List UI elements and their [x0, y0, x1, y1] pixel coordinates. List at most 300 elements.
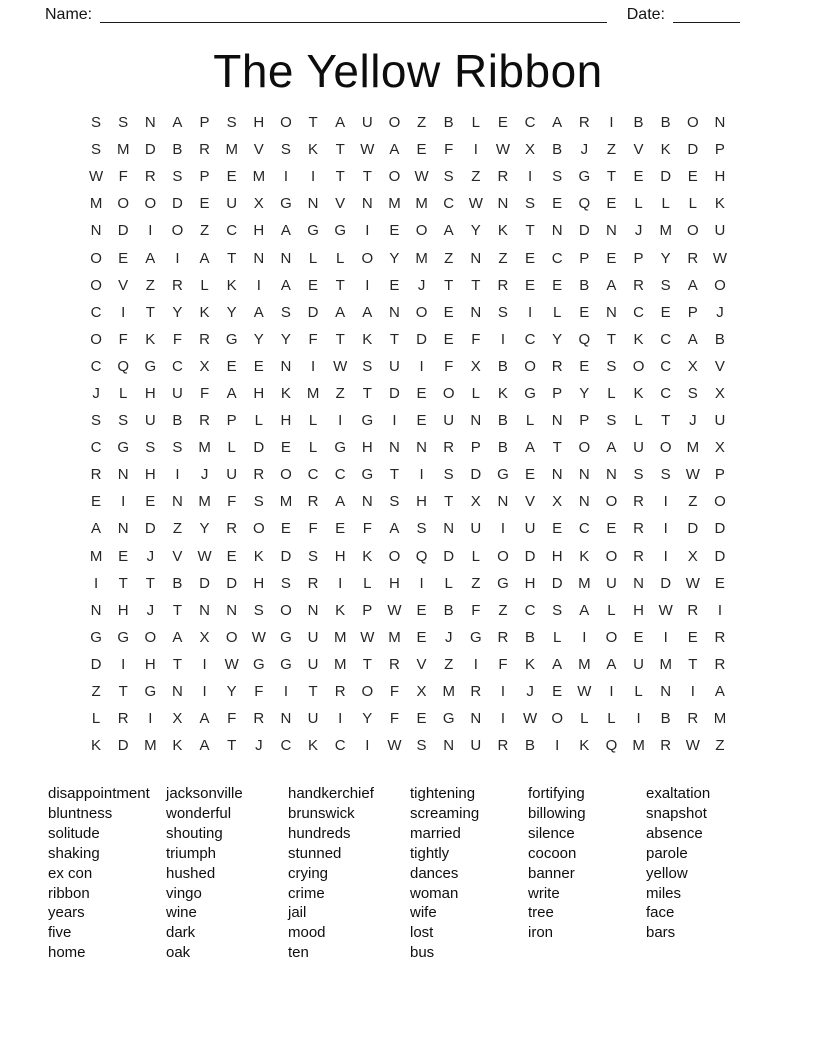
- grid-cell: J: [526, 683, 534, 701]
- grid-cell: C: [443, 195, 455, 213]
- grid-cell: E: [416, 601, 427, 619]
- grid-cell: T: [444, 276, 454, 294]
- grid-cell: L: [254, 412, 263, 430]
- grid-cell: S: [280, 303, 291, 321]
- grid-cell: E: [552, 195, 563, 213]
- grid-cell: I: [527, 168, 533, 186]
- word-item: vingo: [166, 884, 202, 902]
- grid-cell: V: [118, 276, 129, 294]
- word-item: lost: [410, 924, 434, 942]
- grid-cell: K: [497, 384, 508, 402]
- grid-cell: E: [389, 276, 400, 294]
- word-item: parole: [646, 844, 688, 862]
- grid-cell: N: [307, 195, 319, 213]
- grid-cell: M: [659, 222, 672, 240]
- grid-cell: Q: [578, 195, 591, 213]
- grid-cell: T: [227, 249, 237, 267]
- grid-cell: R: [687, 710, 699, 728]
- grid-cell: I: [419, 357, 424, 375]
- grid-cell: K: [525, 655, 536, 673]
- grid-cell: L: [227, 439, 236, 457]
- grid-cell: E: [416, 384, 427, 402]
- grid-cell: F: [199, 384, 210, 402]
- grid-cell: W: [495, 141, 511, 159]
- grid-cell: R: [687, 601, 699, 619]
- grid-cell: T: [308, 683, 318, 701]
- grid-cell: X: [199, 628, 210, 646]
- grid-cell: T: [308, 114, 318, 132]
- grid-cell: S: [660, 276, 671, 294]
- grid-cell: O: [90, 249, 102, 267]
- word-item: tightening: [410, 785, 476, 802]
- grid-cell: N: [280, 249, 292, 267]
- grid-cell: M: [198, 493, 211, 511]
- grid-cell: Z: [172, 520, 183, 538]
- grid-cell: F: [444, 357, 454, 375]
- grid-cell: G: [334, 222, 347, 240]
- grid-cell: N: [551, 466, 563, 484]
- word-list-column: [166, 784, 243, 963]
- grid-cell: U: [389, 357, 400, 375]
- grid-cell: A: [525, 439, 536, 457]
- grid-cell: C: [280, 737, 292, 755]
- grid-cell: O: [225, 628, 238, 646]
- grid-cell: N: [389, 303, 400, 321]
- grid-cell: R: [633, 520, 644, 538]
- word-search-grid: [83, 109, 734, 759]
- grid-cell: A: [606, 655, 617, 673]
- grid-cell: D: [660, 168, 672, 186]
- grid-cell: F: [471, 601, 481, 619]
- grid-cell: W: [387, 737, 402, 755]
- grid-cell: L: [471, 547, 480, 565]
- grid-cell: R: [253, 466, 265, 484]
- grid-cell: Z: [145, 276, 155, 294]
- grid-cell: L: [607, 384, 616, 402]
- grid-cell: N: [606, 222, 617, 240]
- grid-cell: C: [660, 330, 672, 348]
- grid-cell: U: [361, 114, 373, 132]
- grid-cell: M: [89, 195, 103, 213]
- grid-cell: O: [415, 303, 428, 321]
- grid-cell: B: [552, 141, 563, 159]
- grid-cell: O: [605, 628, 618, 646]
- grid-cell: Y: [172, 303, 183, 321]
- grid-cell: H: [144, 384, 156, 402]
- grid-cell: S: [172, 439, 183, 457]
- grid-cell: O: [171, 222, 184, 240]
- grid-cell: C: [551, 249, 563, 267]
- grid-cell: D: [714, 520, 726, 538]
- word-item: shouting: [166, 824, 223, 842]
- grid-cell: A: [687, 330, 698, 348]
- date-fill-line: [673, 7, 740, 23]
- grid-cell: I: [473, 655, 478, 673]
- grid-cell: S: [687, 384, 698, 402]
- word-item: miles: [646, 884, 682, 902]
- grid-cell: R: [307, 493, 319, 511]
- grid-cell: G: [280, 195, 292, 213]
- grid-cell: R: [497, 737, 509, 755]
- grid-cell: O: [524, 357, 536, 375]
- grid-cell: P: [714, 141, 725, 159]
- grid-cell: N: [117, 520, 129, 538]
- grid-cell: J: [634, 222, 643, 240]
- grid-cell: T: [227, 737, 237, 755]
- word-item: yellow: [646, 864, 688, 882]
- grid-cell: O: [605, 493, 618, 511]
- grid-cell: I: [310, 168, 316, 186]
- grid-cell: I: [392, 412, 397, 430]
- grid-cell: X: [199, 357, 210, 375]
- word-item: bus: [410, 944, 435, 962]
- grid-cell: N: [470, 249, 482, 267]
- grid-cell: S: [416, 737, 427, 755]
- grid-cell: I: [663, 520, 668, 538]
- grid-cell: W: [468, 195, 483, 213]
- grid-cell: I: [283, 683, 289, 701]
- grid-cell: F: [254, 683, 264, 701]
- grid-cell: A: [91, 520, 102, 538]
- grid-cell: O: [361, 683, 374, 701]
- grid-cell: G: [469, 628, 482, 646]
- grid-cell: T: [335, 141, 345, 159]
- grid-cell: E: [389, 222, 400, 240]
- grid-cell: P: [714, 466, 725, 484]
- grid-cell: X: [552, 493, 563, 511]
- grid-cell: N: [470, 303, 482, 321]
- word-item: snapshot: [646, 804, 707, 822]
- grid-cell: L: [553, 303, 562, 321]
- grid-cell: N: [714, 114, 726, 132]
- grid-cell: I: [717, 601, 723, 619]
- grid-cell: I: [663, 493, 668, 511]
- grid-cell: L: [634, 412, 643, 430]
- grid-cell: H: [551, 547, 563, 565]
- grid-cell: M: [578, 574, 591, 592]
- grid-cell: N: [578, 466, 590, 484]
- grid-cell: O: [90, 330, 102, 348]
- grid-cell: P: [470, 439, 481, 457]
- grid-cell: R: [389, 655, 400, 673]
- grid-cell: R: [90, 466, 102, 484]
- grid-cell: R: [199, 141, 210, 159]
- grid-cell: S: [606, 412, 617, 430]
- grid-cell: Z: [416, 114, 427, 132]
- grid-cell: B: [525, 628, 536, 646]
- grid-cell: F: [118, 330, 128, 348]
- grid-cell: Z: [498, 601, 508, 619]
- grid-cell: F: [227, 493, 237, 511]
- grid-cell: E: [606, 195, 617, 213]
- grid-cell: N: [253, 249, 265, 267]
- grid-cell: S: [389, 493, 400, 511]
- grid-cell: J: [716, 303, 724, 321]
- grid-cell: P: [687, 303, 698, 321]
- grid-cell: C: [334, 737, 346, 755]
- grid-cell: I: [609, 683, 614, 701]
- grid-cell: M: [279, 493, 293, 511]
- grid-cell: D: [172, 195, 183, 213]
- grid-cell: X: [687, 357, 698, 375]
- grid-cell: I: [555, 737, 560, 755]
- grid-cell: U: [307, 628, 319, 646]
- grid-cell: L: [308, 249, 318, 267]
- grid-cell: M: [659, 655, 672, 673]
- grid-cell: J: [444, 628, 453, 646]
- word-list-column: [646, 784, 710, 943]
- grid-cell: W: [712, 249, 728, 267]
- grid-cell: G: [117, 628, 130, 646]
- word-item: woman: [410, 884, 459, 902]
- grid-cell: L: [471, 384, 480, 402]
- grid-cell: I: [256, 276, 261, 294]
- grid-cell: H: [144, 466, 156, 484]
- grid-cell: M: [333, 655, 347, 673]
- grid-cell: N: [307, 601, 319, 619]
- grid-cell: S: [253, 493, 264, 511]
- grid-cell: B: [497, 439, 508, 457]
- grid-cell: L: [471, 114, 480, 132]
- grid-cell: K: [308, 141, 319, 159]
- grid-cell: F: [118, 168, 128, 186]
- grid-cell: G: [280, 655, 292, 673]
- grid-cell: V: [416, 655, 427, 673]
- grid-cell: E: [226, 357, 237, 375]
- grid-cell: O: [686, 222, 699, 240]
- grid-cell: S: [308, 547, 319, 565]
- grid-cell: H: [524, 574, 536, 592]
- grid-cell: S: [552, 168, 563, 186]
- grid-cell: E: [525, 249, 536, 267]
- grid-cell: R: [172, 276, 183, 294]
- grid-cell: C: [524, 601, 536, 619]
- grid-cell: I: [500, 710, 506, 728]
- grid-cell: D: [117, 222, 129, 240]
- word-item: screaming: [410, 804, 480, 822]
- grid-cell: A: [552, 114, 563, 132]
- grid-cell: M: [415, 249, 428, 267]
- grid-cell: O: [659, 439, 672, 457]
- grid-cell: Z: [688, 493, 698, 511]
- grid-cell: A: [280, 222, 291, 240]
- word-list-column: [288, 784, 374, 963]
- grid-cell: I: [121, 493, 126, 511]
- grid-cell: A: [335, 303, 346, 321]
- grid-cell: I: [202, 683, 207, 701]
- grid-cell: X: [525, 141, 536, 159]
- grid-cell: I: [582, 628, 587, 646]
- grid-cell: D: [117, 737, 129, 755]
- word-item: wine: [166, 904, 197, 922]
- word-item: ex con: [48, 864, 93, 882]
- grid-cell: D: [524, 547, 536, 565]
- grid-cell: H: [117, 601, 129, 619]
- header: [45, 5, 740, 24]
- grid-cell: M: [198, 439, 211, 457]
- grid-cell: S: [172, 168, 183, 186]
- grid-cell: T: [362, 655, 372, 673]
- grid-cell: U: [470, 737, 482, 755]
- grid-cell: N: [443, 737, 455, 755]
- grid-cell: T: [362, 384, 372, 402]
- grid-cell: E: [633, 168, 644, 186]
- grid-cell: C: [90, 357, 102, 375]
- grid-cell: O: [415, 222, 428, 240]
- grid-cell: E: [525, 466, 536, 484]
- grid-cell: P: [226, 412, 237, 430]
- grid-cell: A: [687, 276, 698, 294]
- grid-cell: K: [497, 222, 508, 240]
- word-item: write: [528, 884, 560, 902]
- date-label: Date:: [626, 6, 665, 23]
- grid-cell: S: [91, 114, 102, 132]
- grid-cell: I: [365, 276, 370, 294]
- grid-cell: N: [443, 520, 455, 538]
- grid-cell: T: [118, 574, 128, 592]
- grid-cell: R: [633, 547, 644, 565]
- grid-cell: S: [443, 466, 454, 484]
- word-item: solitude: [48, 824, 100, 842]
- grid-cell: E: [118, 547, 129, 565]
- word-item: tightly: [410, 844, 450, 862]
- grid-cell: C: [90, 439, 102, 457]
- grid-cell: E: [280, 439, 291, 457]
- grid-cell: K: [308, 737, 319, 755]
- grid-cell: J: [92, 384, 100, 402]
- grid-cell: F: [227, 710, 237, 728]
- grid-cell: M: [632, 737, 645, 755]
- grid-cell: B: [497, 357, 508, 375]
- grid-cell: N: [497, 493, 509, 511]
- word-item: hundreds: [288, 824, 351, 842]
- grid-cell: U: [524, 520, 536, 538]
- grid-cell: V: [633, 141, 644, 159]
- grid-cell: E: [226, 547, 237, 565]
- grid-cell: L: [607, 710, 616, 728]
- grid-cell: O: [714, 276, 726, 294]
- grid-cell: G: [90, 628, 102, 646]
- grid-cell: M: [415, 195, 428, 213]
- grid-cell: T: [335, 168, 345, 186]
- grid-cell: J: [689, 412, 697, 430]
- word-item: five: [48, 924, 72, 942]
- grid-cell: D: [687, 520, 699, 538]
- grid-cell: I: [419, 574, 424, 592]
- grid-cell: G: [442, 710, 455, 728]
- grid-cell: S: [525, 195, 536, 213]
- grid-cell: I: [419, 466, 424, 484]
- grid-cell: N: [470, 412, 482, 430]
- word-item: shaking: [48, 844, 100, 862]
- grid-cell: S: [606, 357, 617, 375]
- grid-cell: P: [633, 249, 644, 267]
- grid-cell: K: [362, 547, 373, 565]
- grid-cell: G: [334, 439, 347, 457]
- word-item: crying: [288, 864, 329, 882]
- grid-cell: I: [148, 222, 153, 240]
- grid-cell: N: [90, 601, 102, 619]
- puzzle-title: The Yellow Ribbon: [213, 45, 603, 97]
- grid-cell: O: [497, 547, 509, 565]
- grid-cell: A: [253, 303, 264, 321]
- grid-cell: H: [334, 547, 346, 565]
- grid-cell: R: [199, 412, 210, 430]
- grid-cell: G: [361, 412, 374, 430]
- grid-cell: E: [416, 412, 427, 430]
- grid-cell: T: [471, 276, 481, 294]
- grid-cell: B: [172, 141, 183, 159]
- grid-cell: I: [202, 655, 207, 673]
- grid-cell: N: [606, 303, 617, 321]
- grid-cell: J: [200, 466, 209, 484]
- grid-cell: I: [283, 168, 289, 186]
- grid-cell: A: [552, 655, 563, 673]
- grid-cell: I: [365, 737, 370, 755]
- grid-cell: N: [361, 493, 373, 511]
- grid-cell: X: [470, 493, 481, 511]
- grid-cell: K: [199, 303, 210, 321]
- grid-cell: R: [633, 276, 644, 294]
- grid-cell: E: [335, 520, 346, 538]
- grid-cell: E: [226, 168, 237, 186]
- word-item: dances: [410, 864, 459, 882]
- grid-cell: N: [551, 222, 563, 240]
- grid-cell: I: [338, 710, 343, 728]
- grid-cell: T: [172, 601, 183, 619]
- grid-cell: O: [605, 547, 618, 565]
- grid-cell: C: [578, 520, 590, 538]
- grid-cell: J: [146, 547, 155, 565]
- grid-cell: H: [633, 601, 644, 619]
- word-item: hushed: [166, 864, 216, 882]
- grid-cell: R: [253, 710, 265, 728]
- grid-cell: I: [121, 655, 126, 673]
- grid-cell: M: [333, 628, 347, 646]
- word-list-column: [528, 784, 586, 943]
- grid-cell: R: [117, 710, 129, 728]
- grid-cell: Z: [91, 683, 101, 701]
- grid-cell: B: [172, 412, 183, 430]
- grid-cell: N: [497, 195, 509, 213]
- word-item: jail: [288, 904, 307, 922]
- name-fill-line: [100, 7, 607, 23]
- grid-cell: Y: [199, 520, 210, 538]
- grid-cell: K: [226, 276, 237, 294]
- word-item: married: [410, 824, 461, 842]
- grid-cell: K: [633, 384, 644, 402]
- grid-cell: Q: [415, 547, 428, 565]
- grid-cell: X: [253, 195, 264, 213]
- grid-cell: S: [416, 520, 427, 538]
- grid-cell: B: [714, 330, 725, 348]
- grid-cell: O: [361, 249, 374, 267]
- grid-cell: W: [88, 168, 104, 186]
- grid-cell: I: [500, 520, 506, 538]
- grid-cell: X: [416, 683, 427, 701]
- grid-cell: K: [91, 737, 102, 755]
- grid-cell: X: [714, 439, 725, 457]
- grid-cell: E: [687, 628, 698, 646]
- grid-cell: A: [606, 439, 617, 457]
- word-item: years: [48, 904, 85, 922]
- grid-cell: I: [636, 710, 641, 728]
- grid-cell: N: [361, 195, 373, 213]
- grid-cell: X: [687, 547, 698, 565]
- word-item: oak: [166, 944, 191, 962]
- grid-cell: K: [145, 330, 156, 348]
- grid-cell: M: [388, 195, 401, 213]
